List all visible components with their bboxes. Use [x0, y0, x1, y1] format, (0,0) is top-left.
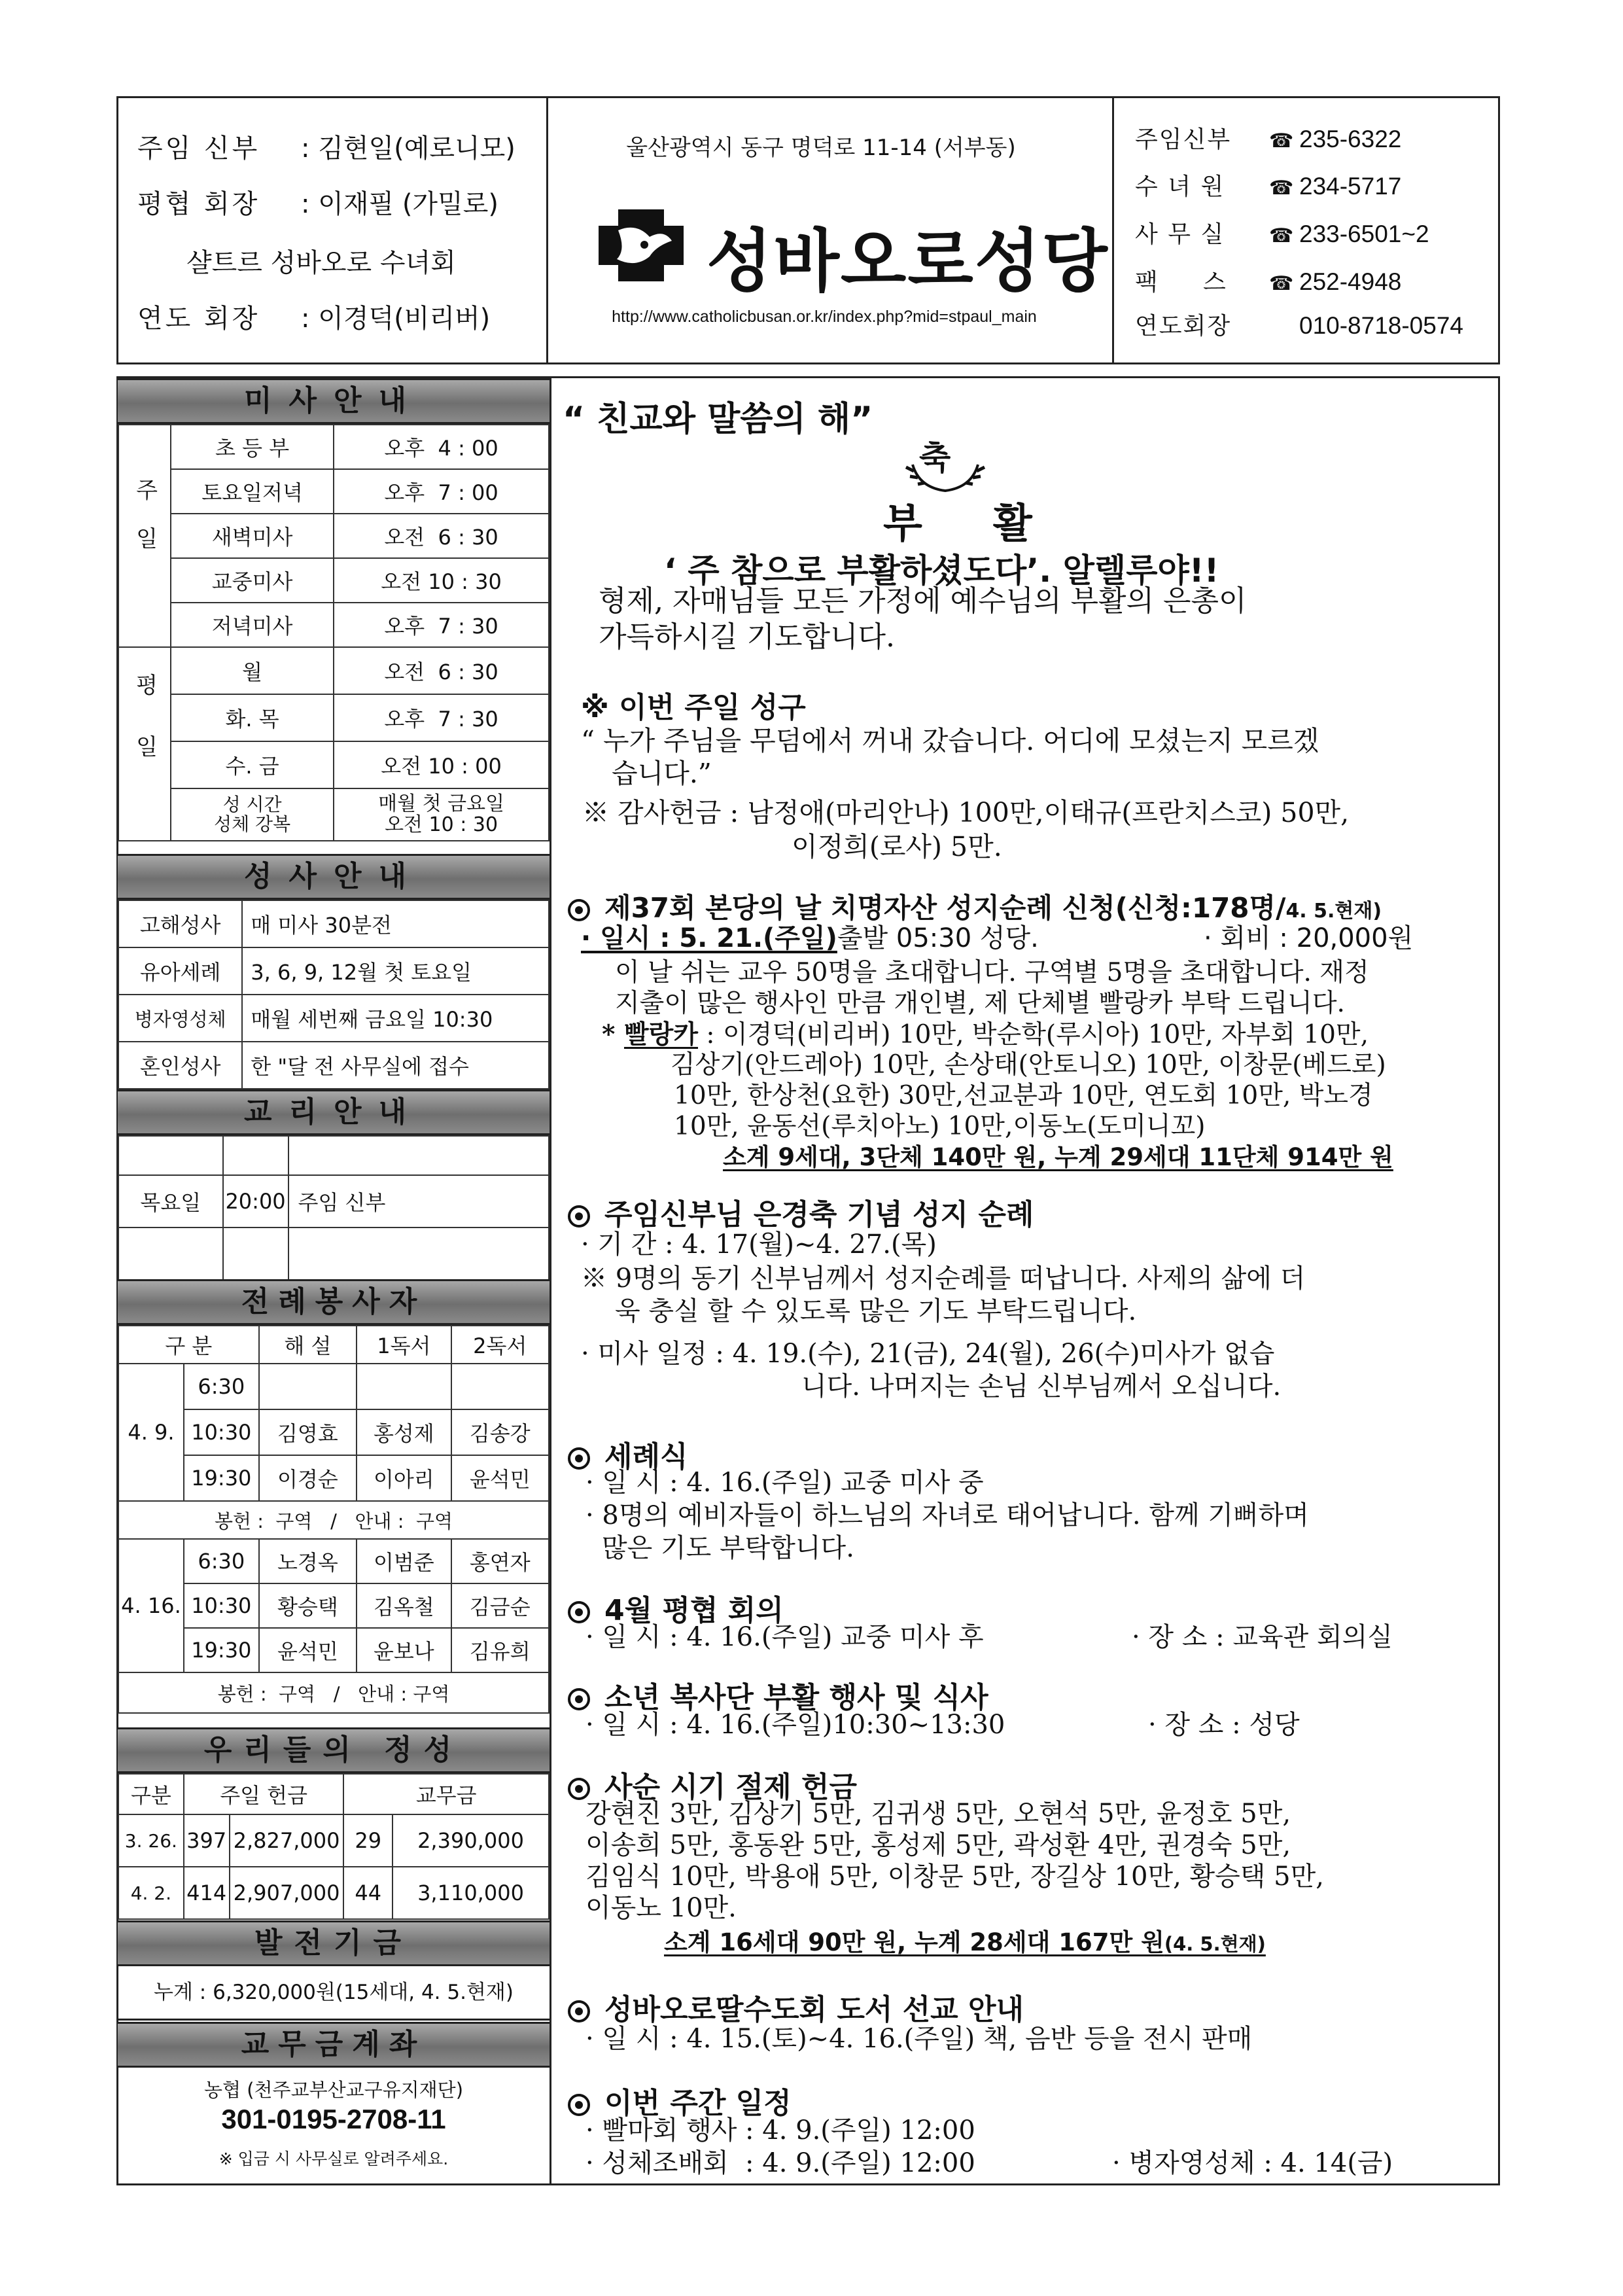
- anniversary-title: 주임신부님 은경축 기념 성지 순례: [568, 1191, 1034, 1233]
- council-meeting-title: 4월 평협 회의: [568, 1587, 784, 1629]
- church-address: 울산광역시 동구 명덕로 11-14 (서부동): [626, 135, 1016, 161]
- convent-name: 샬트르 성바오로 수녀회: [186, 248, 456, 278]
- church-url[interactable]: http://www.catholicbusan.or.kr/index.php?mid=stpaul_main: [612, 308, 1037, 326]
- pilgrimage-date: · 일시 : 5. 21.(주일)출발 05:30 성당.: [581, 923, 1039, 953]
- bullet-icon: [568, 1601, 590, 1623]
- baptism-line-3: 많은 기도 부탁합니다.: [602, 1533, 854, 1563]
- council-row: [137, 183, 498, 221]
- phone-icon: ☎: [1269, 272, 1294, 295]
- bullet-icon: [568, 1447, 590, 1470]
- contact-office: 사 무 실 ☎ 233-6501~2: [1135, 221, 1429, 248]
- mass-section-header: 미사안내: [118, 378, 550, 424]
- weekly-schedule-line-1: · 빨마회 행사 : 4. 9.(주일) 12:00: [585, 2115, 975, 2146]
- phone-icon: ☎: [1269, 224, 1294, 247]
- account-note: ※ 입금 시 사무실로 알려주세요.: [218, 2149, 449, 2168]
- account-bank: 농협 (천주교부산교구유지재단): [203, 2079, 464, 2101]
- verse-title: ※ 이번 주일 성구: [581, 691, 806, 724]
- bullet-icon: [568, 1205, 590, 1227]
- contact-pastor: 주임신부 ☎ 235-6322: [1135, 126, 1402, 153]
- mass-table: 주일 초 등 부 오후 4 : 00 토요일저녁 오후 7 : 00 새벽미사 오전 6 : 30 교중미사 오전 10 : 30 저녁미사 오후 7 : 30 평일 월 오전 6 : 30 화. 목 오후 7 : 30 수. 금 오전 10 : 00 성 시간 성체 강복 매월 첫 금요일 오전 10 : 30: [118, 424, 550, 841]
- contact-convent: 수 녀 원 ☎ 234-5717: [1135, 173, 1402, 200]
- alleluia-line: ‘ 주 참으로 부활하셨도다’. 알렐루야!!: [664, 552, 1219, 590]
- header-divider-right: [1112, 96, 1114, 364]
- anniversary-line-3: 욱 충실 할 수 있도록 많은 기도 부탁드립니다.: [615, 1296, 1137, 1326]
- weekly-schedule-line-2: · 성체조배회 : 4. 9.(주일) 12:00: [585, 2148, 975, 2178]
- council-name: : 이재필 (가밀로): [301, 189, 498, 219]
- anniversary-line-5: 니다. 나머지는 손님 신부님께서 오십니다.: [801, 1371, 1282, 1402]
- palanca-line-1: * 빨랑카 : 이경덕(비리버) 10만, 박순학(루시아) 10만, 자부회 10만,: [602, 1019, 1369, 1050]
- baptism-line-1: · 일 시 : 4. 16.(주일) 교중 미사 중: [585, 1468, 984, 1498]
- council-meeting-place: · 장 소 : 교육관 회의실: [1132, 1622, 1393, 1652]
- fund-total: 누계 : 6,320,000원(15세대, 4. 5.현재): [154, 1981, 514, 2004]
- convent-row: [186, 242, 456, 279]
- pastor-row: [137, 128, 515, 165]
- thanks-line-1: ※ 감사헌금 : 남정애(마리안나) 100만,이태규(프란치스코) 50만,: [582, 797, 1350, 828]
- contact-fax: 팩 스 ☎ 252-4948: [1135, 268, 1402, 296]
- easter-title: 부 활: [883, 499, 1032, 547]
- phone-icon: ☎: [1269, 177, 1294, 200]
- yeondo-name: : 이경덕(비리버): [301, 304, 491, 334]
- palanca-line-2: 김상기(안드레아) 10만, 손상태(안토니오) 10만, 이창문(베드로): [671, 1050, 1386, 1080]
- lent-offering-line-3: 김임식 10만, 박용애 5만, 이창문 5만, 장길상 10만, 황승택 5만,: [585, 1862, 1324, 1892]
- pilgrimage-line-2: 지출이 많은 행사인 만큼 개인별, 제 단체별 빨랑카 부탁 드립니다.: [615, 989, 1345, 1018]
- catechism-table: 목요일 20:00 주임 신부: [118, 1135, 550, 1280]
- palanca-line-4: 10만, 윤동선(루치아노) 10만,이동노(도미니꼬): [674, 1112, 1206, 1141]
- phone-icon: ☎: [1269, 130, 1294, 152]
- lent-offering-title: 사순 시기 절제 헌금: [568, 1763, 857, 1805]
- celebration-label: 축: [919, 439, 951, 477]
- council-meeting-line: · 일 시 : 4. 16.(주일) 교중 미사 후: [585, 1622, 984, 1652]
- offering-section-header: 우리들의 정성: [118, 1727, 550, 1773]
- palanca-line-3: 10만, 한상천(요한) 30만,선교분과 10만, 연도회 10만, 박노경: [674, 1081, 1373, 1110]
- altar-boys-line: · 일 시 : 4. 16.(주일)10:30~13:30: [585, 1710, 1005, 1740]
- bullet-icon: [568, 2094, 590, 2116]
- sacrament-table: 고해성사 매 미사 30분전 유아세례 3, 6, 9, 12월 첫 토요일 병자영성체 매월 세번째 금요일 10:30 혼인성사 한 "달 전 사무실에 접수: [118, 900, 550, 1089]
- greeting-line-2: 가득하시길 기도합니다.: [599, 620, 896, 654]
- yeondo-label: 연도 회장: [137, 304, 260, 334]
- liturgy-table: 구 분 해 설 1독서 2독서 4. 9. 6:30 10:30 김영효 홍성제 김송강 19:30 이경순 이아리 윤석민 봉헌 : 구역 / 안내 : 구역 4. 16. 6:30 노경옥 이범준 홍연자 10:30 황승택 김옥철 김금순 19:30 윤석민 윤보나 김유희 봉헌 : 구역 / 안내 : 구역: [118, 1325, 550, 1714]
- palanca-summary: 소계 9세대, 3단체 140만 원, 누계 29세대 11단체 914만 원: [723, 1143, 1393, 1171]
- greeting-line-1: 형제, 자매님들 모든 가정에 예수님의 부활의 은총이: [599, 584, 1247, 618]
- pastor-name: : 김현일(예로니모): [301, 133, 515, 164]
- anniversary-line-2: ※ 9명의 동기 신부님께서 성지순례를 떠납니다. 사제의 삶에 더: [581, 1263, 1306, 1294]
- pilgrimage-title: 제37회 본당의 날 치명자산 성지순례 신청(신청:178명/4. 5.현재): [568, 887, 1382, 926]
- fund-section-header: 발전기금: [118, 1920, 550, 1966]
- verse-line-2: 습니다.”: [612, 758, 712, 789]
- book-mission-title: 성바오로딸수도회 도서 선교 안내: [568, 1986, 1024, 2028]
- lent-offering-line-1: 강현진 3만, 김상기 5만, 김귀생 5만, 오현석 5만, 윤정호 5만,: [585, 1799, 1291, 1829]
- fund-divider: [118, 2019, 550, 2021]
- bullet-icon: [568, 899, 590, 921]
- thanks-line-2: 이정희(로사) 5만.: [792, 831, 1002, 862]
- anniversary-line-1: · 기 간 : 4. 17(월)~4. 27.(목): [581, 1229, 937, 1260]
- lent-offering-line-2: 이송희 5만, 홍동완 5만, 홍성제 5만, 곽성환 4만, 권경숙 5만,: [585, 1830, 1291, 1860]
- altar-boys-place: · 장 소 : 성당: [1148, 1710, 1300, 1740]
- anniversary-line-4: · 미사 일정 : 4. 19.(수), 21(금), 24(월), 26(수)미사가 없습: [581, 1339, 1275, 1369]
- header-divider-left: [546, 96, 548, 364]
- sunday-label: 주일: [118, 425, 171, 647]
- bullet-icon: [568, 2000, 590, 2022]
- account-section-header: 교무금계좌: [118, 2022, 550, 2068]
- lent-offering-summary: 소계 16세대 90만 원, 누계 28세대 167만 원(4. 5.현재): [664, 1928, 1266, 1956]
- bullet-icon: [568, 1688, 590, 1710]
- body-divider: [550, 376, 551, 2185]
- baptism-line-2: · 8명의 예비자들이 하느님의 자녀로 태어납니다. 함께 기뻐하며: [585, 1500, 1309, 1530]
- lent-offering-line-4: 이동노 10만.: [585, 1893, 737, 1923]
- year-title: “ 친교와 말씀의 해”: [563, 400, 873, 439]
- book-mission-line: · 일 시 : 4. 15.(토)~4. 16.(주일) 책, 음반 등을 전시 판매: [585, 2024, 1253, 2054]
- sacrament-section-header: 성사안내: [118, 854, 550, 900]
- weekly-schedule-line-3: · 병자영성체 : 4. 14(금): [1112, 2148, 1393, 2178]
- liturgy-section-header: 전례봉사자: [118, 1279, 550, 1325]
- offering-table: 구분 주일 헌금 교무금 3. 26. 397 2,827,000 29 2,390,000 4. 2. 414 2,907,000 44 3,110,000: [118, 1773, 550, 1920]
- bullet-icon: [568, 1778, 590, 1800]
- yeondo-row: [137, 298, 490, 335]
- council-label: 평협 회장: [137, 189, 260, 219]
- weekly-schedule-title: 이번 주간 일정: [568, 2079, 792, 2121]
- church-name: 성바오로성당: [707, 221, 1109, 301]
- baptism-title: 세례식: [568, 1433, 688, 1475]
- contact-yeondo: 연도회장 010-8718-0574: [1135, 312, 1463, 340]
- verse-line-1: “ 누가 주님을 무덤에서 꺼내 갔습니다. 어디에 모셨는지 모르겠: [581, 725, 1319, 756]
- weekday-label: 평일: [118, 647, 171, 841]
- pastor-label: 주임 신부: [137, 133, 260, 164]
- catechism-section-header: 교리안내: [118, 1089, 550, 1135]
- pilgrimage-line-1: 이 날 쉬는 교우 50명을 초대합니다. 구역별 5명을 초대합니다. 재정: [615, 958, 1369, 987]
- pilgrimage-fee: · 회비 : 20,000원: [1204, 923, 1414, 953]
- account-number: 301-0195-2708-11: [221, 2104, 446, 2134]
- altar-boys-title: 소년 복사단 부활 행사 및 식사: [568, 1674, 988, 1716]
